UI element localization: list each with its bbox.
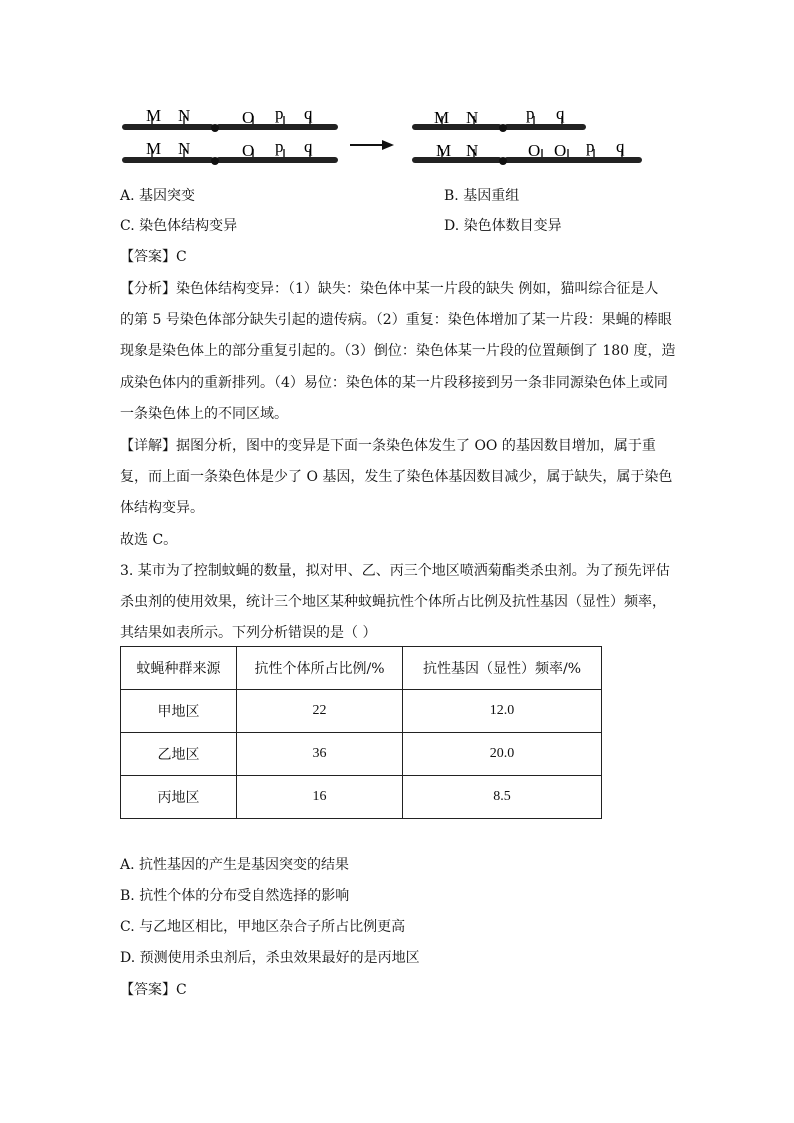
chromosome-left-top [122, 104, 338, 132]
table-row [121, 733, 602, 776]
gene-O: O [554, 141, 567, 160]
q2-option-b[interactable]: B. 基因重组 [444, 188, 520, 204]
q3-option-b[interactable]: B. 抗性个体的分布受自然选择的影响 [120, 888, 350, 904]
q3-option-d[interactable]: D. 预测使用杀虫剂后，杀虫效果最好的是丙地区 [120, 950, 420, 966]
q2-detail-line: 【详解】据图分析，图中的变异是下面一条染色体发生了 OO 的基因数目增加，属于重 [120, 438, 656, 454]
gene-M: M [146, 106, 162, 125]
q3-stem-line: 其结果如表所示。下列分析错误的是（ ） [120, 625, 377, 641]
gene-N: N [178, 139, 191, 158]
table-cell-frequency: 8.5 [403, 776, 602, 819]
q2-detail-line: 复，而上面一条染色体是少了 O 基因，发生了染色体基因数目减少，属于缺失，属于染色 [120, 469, 673, 485]
gene-O: O [242, 108, 255, 127]
transform-arrow [350, 140, 394, 150]
gene-O: O [528, 141, 541, 160]
q3-stem-line: 杀虫剂的使用效果，统计三个地区某种蚊蝇抗性个体所占比例及抗性基因（显性）频率， [120, 594, 666, 610]
table-cell-region: 甲地区 [121, 690, 237, 733]
table-header-cell: 抗性基因（显性）频率/% [403, 647, 602, 690]
table-row [121, 690, 602, 733]
q2-analysis-line: 一条染色体上的不同区域。 [120, 406, 288, 422]
chromosome-left-bottom [122, 137, 338, 165]
gene-p: p [526, 104, 535, 123]
q3-stem-line: 3. 某市为了控制蚊蝇的数量，拟对甲、乙、丙三个地区喷洒菊酯类杀虫剂。为了预先评估 [120, 563, 670, 579]
q2-analysis-line: 的第 5 号染色体部分缺失引起的遗传病。（2）重复：染色体增加了某一片段：果蝇的棒眼 [120, 312, 672, 328]
table-cell-frequency: 12.0 [403, 690, 602, 733]
table-header-row [121, 647, 602, 690]
q2-answer: 【答案】C [120, 249, 187, 265]
chromosome-right-bottom [412, 137, 642, 165]
table-header-cell: 抗性个体所占比例/% [237, 647, 403, 690]
table-cell-ratio: 22 [237, 690, 403, 733]
table-cell-ratio: 16 [237, 776, 403, 819]
q2-analysis-line: 成染色体内的重新排列。（4）易位：染色体的某一片段移接到另一条非同源染色体上或同 [120, 375, 668, 391]
resistance-table [120, 646, 602, 819]
gene-p: p [275, 104, 284, 123]
q2-analysis-line: 现象是染色体上的部分重复引起的。（3）倒位：染色体某一片段的位置颠倒了 180 度，造 [120, 343, 676, 359]
q2-option-a[interactable]: A. 基因突变 [120, 188, 196, 204]
q2-detail-line: 体结构变异。 [120, 500, 204, 516]
gene-O: O [242, 141, 255, 160]
gene-N: N [178, 106, 191, 125]
gene-q: q [556, 104, 565, 123]
table-cell-ratio: 36 [237, 733, 403, 776]
chromosome-right-top [412, 104, 586, 132]
table-row [121, 776, 602, 819]
table-cell-frequency: 20.0 [403, 733, 602, 776]
gene-p: p [586, 137, 595, 156]
chromosome-diagram [110, 100, 650, 175]
gene-M: M [436, 141, 452, 160]
table-header-cell: 蚊蝇种群来源 [121, 647, 237, 690]
q2-analysis-line: 【分析】染色体结构变异：（1）缺失：染色体中某一片段的缺失 例如，猫叫综合征是人 [120, 281, 659, 297]
table-cell-region: 乙地区 [121, 733, 237, 776]
gene-N: N [466, 108, 479, 127]
q3-answer: 【答案】C [120, 982, 187, 998]
q2-option-c[interactable]: C. 染色体结构变异 [120, 218, 238, 234]
gene-p: p [275, 137, 284, 156]
q3-option-a[interactable]: A. 抗性基因的产生是基因突变的结果 [120, 857, 350, 873]
gene-q: q [304, 137, 313, 156]
gene-M: M [146, 139, 162, 158]
q2-option-d[interactable]: D. 染色体数目变异 [444, 218, 562, 234]
gene-N: N [466, 141, 479, 160]
gene-q: q [304, 104, 313, 123]
q2-conclusion: 故选 C。 [120, 532, 178, 548]
gene-M: M [434, 108, 450, 127]
table-cell-region: 丙地区 [121, 776, 237, 819]
q3-option-c[interactable]: C. 与乙地区相比，甲地区杂合子所占比例更高 [120, 919, 406, 935]
gene-q: q [616, 137, 625, 156]
